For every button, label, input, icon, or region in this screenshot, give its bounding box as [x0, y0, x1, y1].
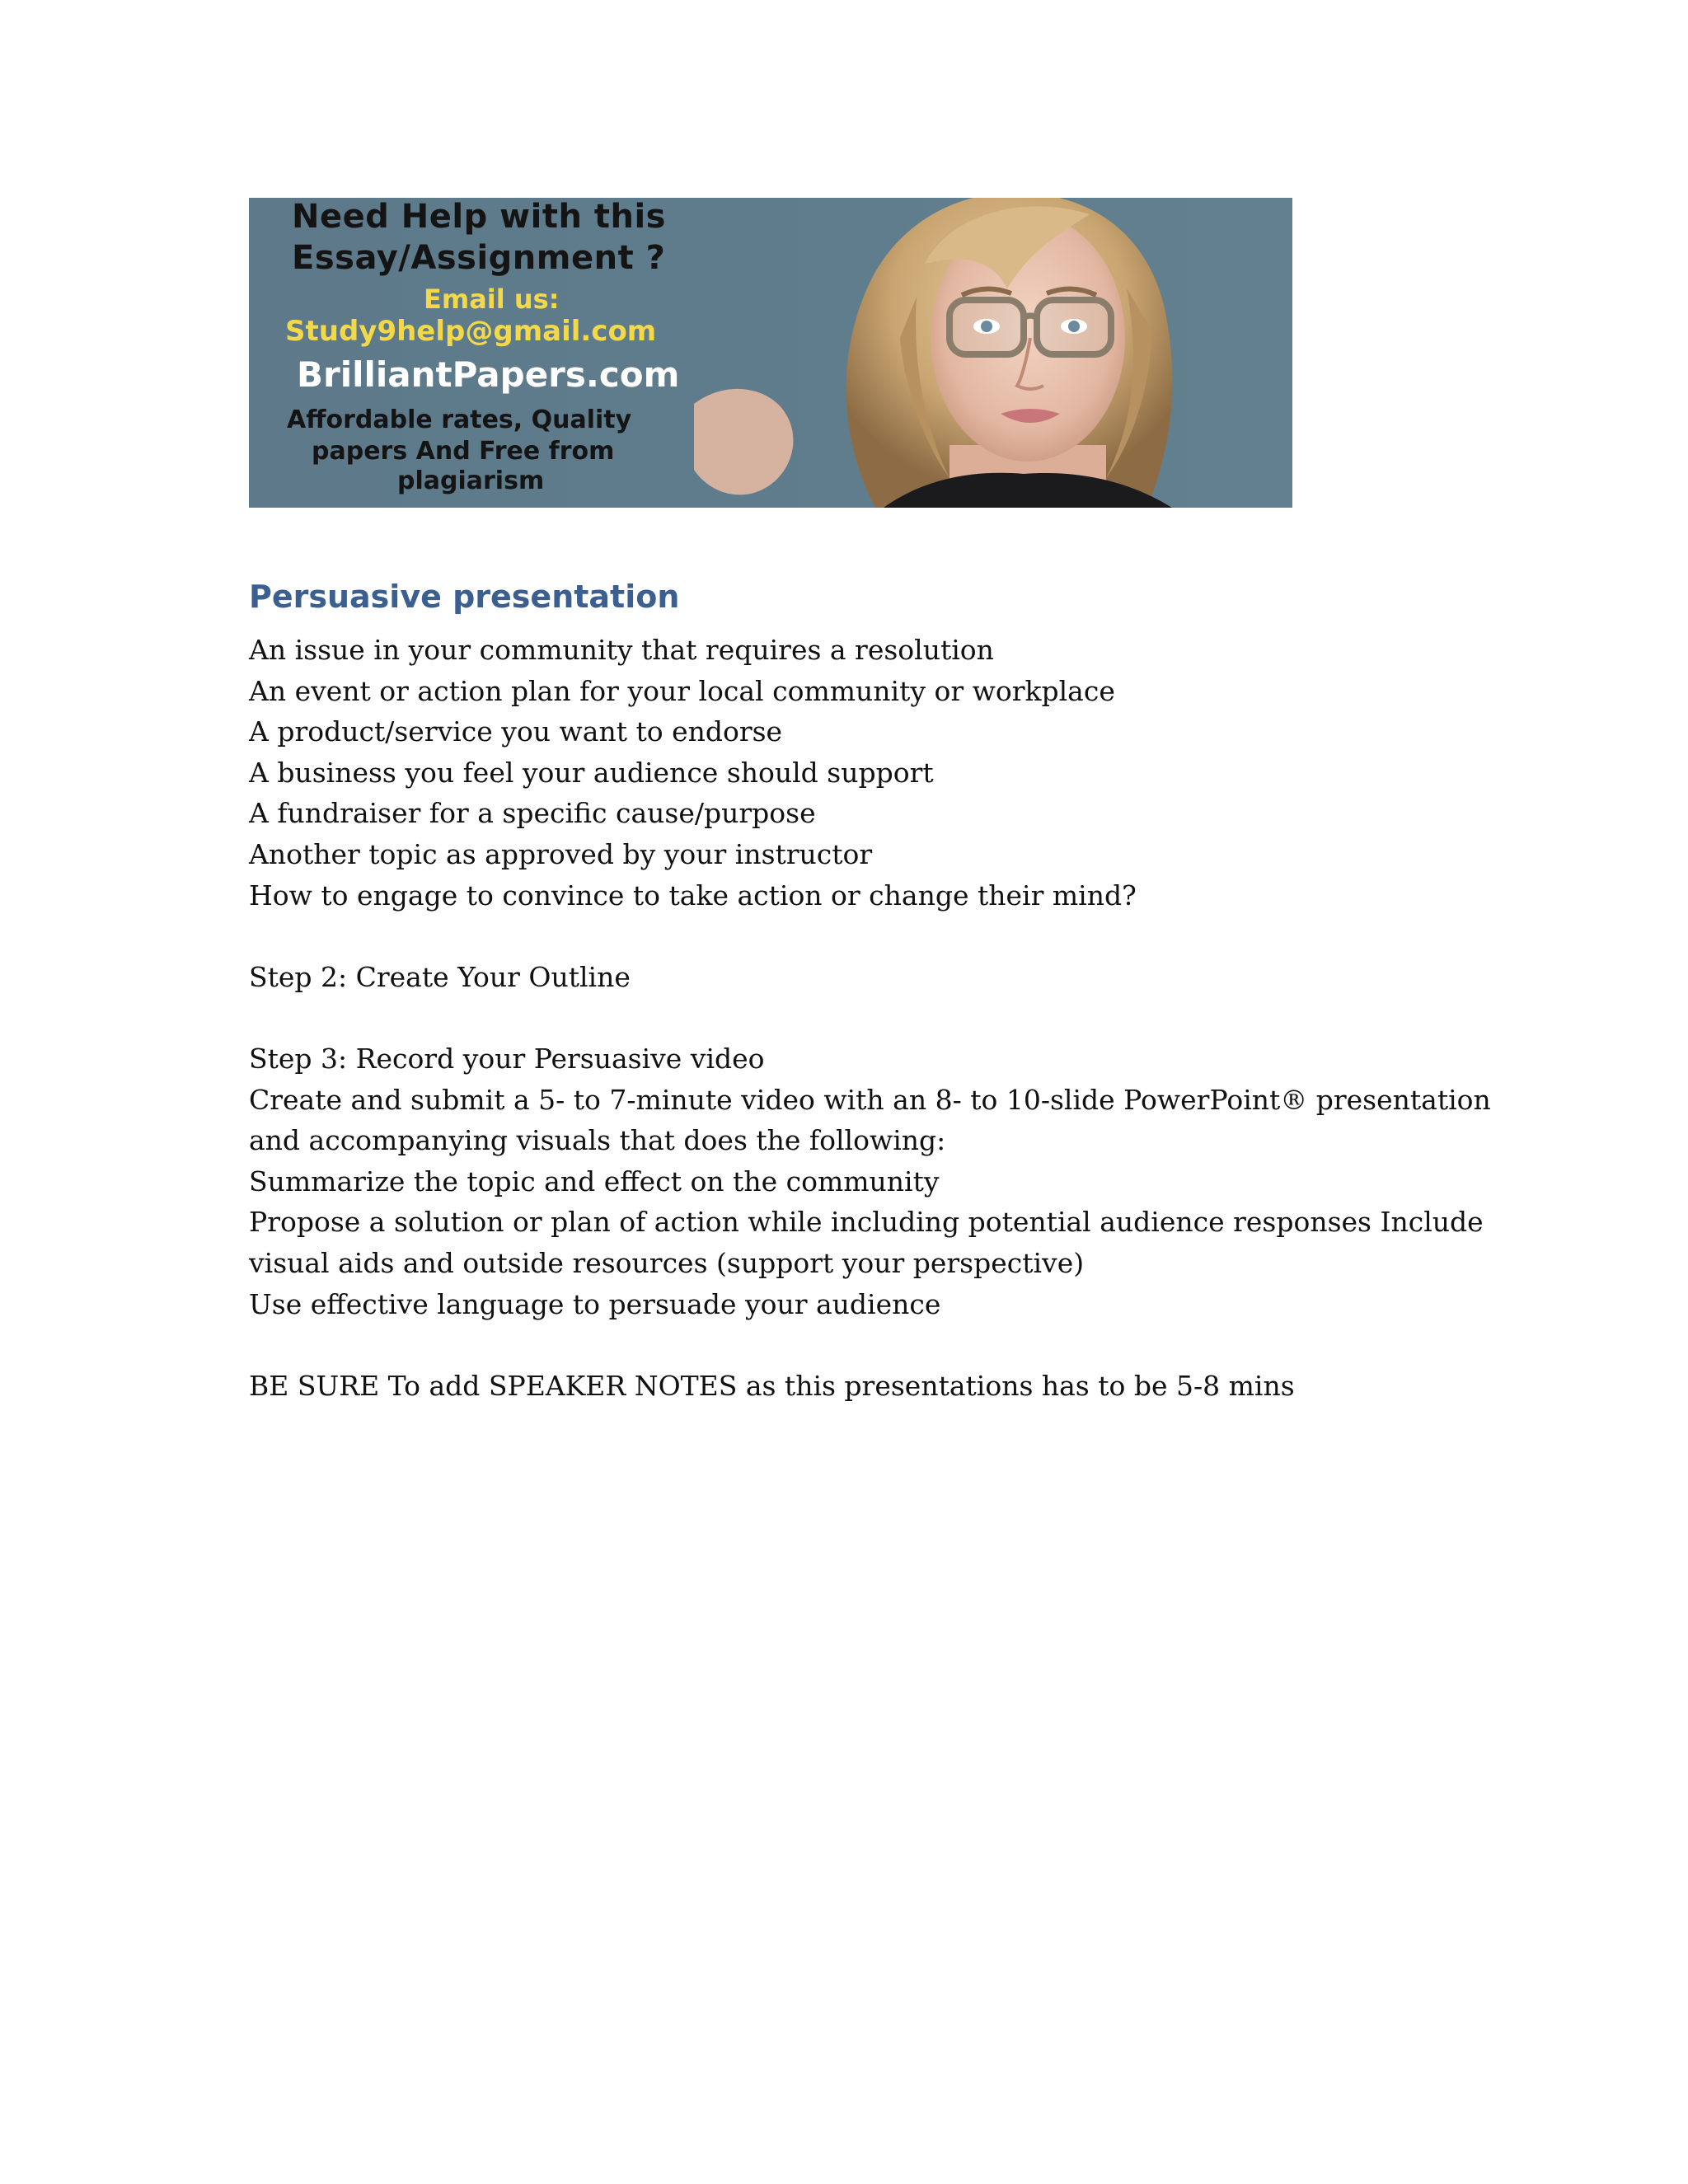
topic-item: A business you feel your audience should support — [249, 756, 934, 789]
topic-item: An event or action plan for your local community or workplace — [249, 674, 1115, 707]
banner-site-name: BrilliantPapers.com — [297, 354, 680, 395]
ad-banner — [249, 198, 1292, 508]
topic-item: A fundraiser for a specific cause/purpose — [249, 797, 816, 830]
step2-heading: Step 2: Create Your Outline — [249, 960, 631, 993]
topic-item: How to engage to convince to take action or change their mind? — [249, 879, 1137, 912]
step3-line: Create and submit a 5- to 7-minute video with an 8- to 10-slide PowerPoint® presentation — [249, 1083, 1491, 1116]
topic-item: A product/service you want to endorse — [249, 715, 783, 748]
banner-email: Study9help@gmail.com — [285, 315, 657, 348]
step3-line: visual aids and outside resources (support your perspective) — [249, 1246, 1085, 1279]
banner-headline-line2: Essay/Assignment ? — [292, 239, 666, 277]
page-title: Persuasive presentation — [249, 579, 680, 615]
blank-line — [249, 916, 1452, 957]
woman-portrait-image — [678, 198, 1292, 508]
topic-item: Another topic as approved by your instructor — [249, 837, 873, 870]
blank-line — [249, 1324, 1452, 1366]
banner-email-label: Email us: — [424, 284, 560, 315]
topic-item: An issue in your community that requires a resolution — [249, 634, 994, 666]
banner-headline-line1: Need Help with this — [292, 198, 666, 236]
step3-line: Propose a solution or plan of action while including potential audience responses Include — [249, 1206, 1484, 1239]
document-body — [249, 630, 1491, 1406]
step3-heading: Step 3: Record your Persuasive video — [249, 1042, 765, 1075]
step3-line: Use effective language to persuade your audience — [249, 1287, 941, 1320]
blank-line — [249, 997, 1452, 1038]
banner-tagline-line1: Affordable rates, Quality — [287, 405, 632, 434]
step3-line: Summarize the topic and effect on the community — [249, 1165, 940, 1197]
banner-tagline-line2: papers And Free from — [312, 437, 615, 466]
speaker-notes-reminder: BE SURE To add SPEAKER NOTES as this presentations has to be 5-8 mins — [249, 1369, 1295, 1402]
banner-tagline-line3: plagiarism — [397, 466, 545, 495]
step3-line: and accompanying visuals that does the following: — [249, 1124, 946, 1157]
